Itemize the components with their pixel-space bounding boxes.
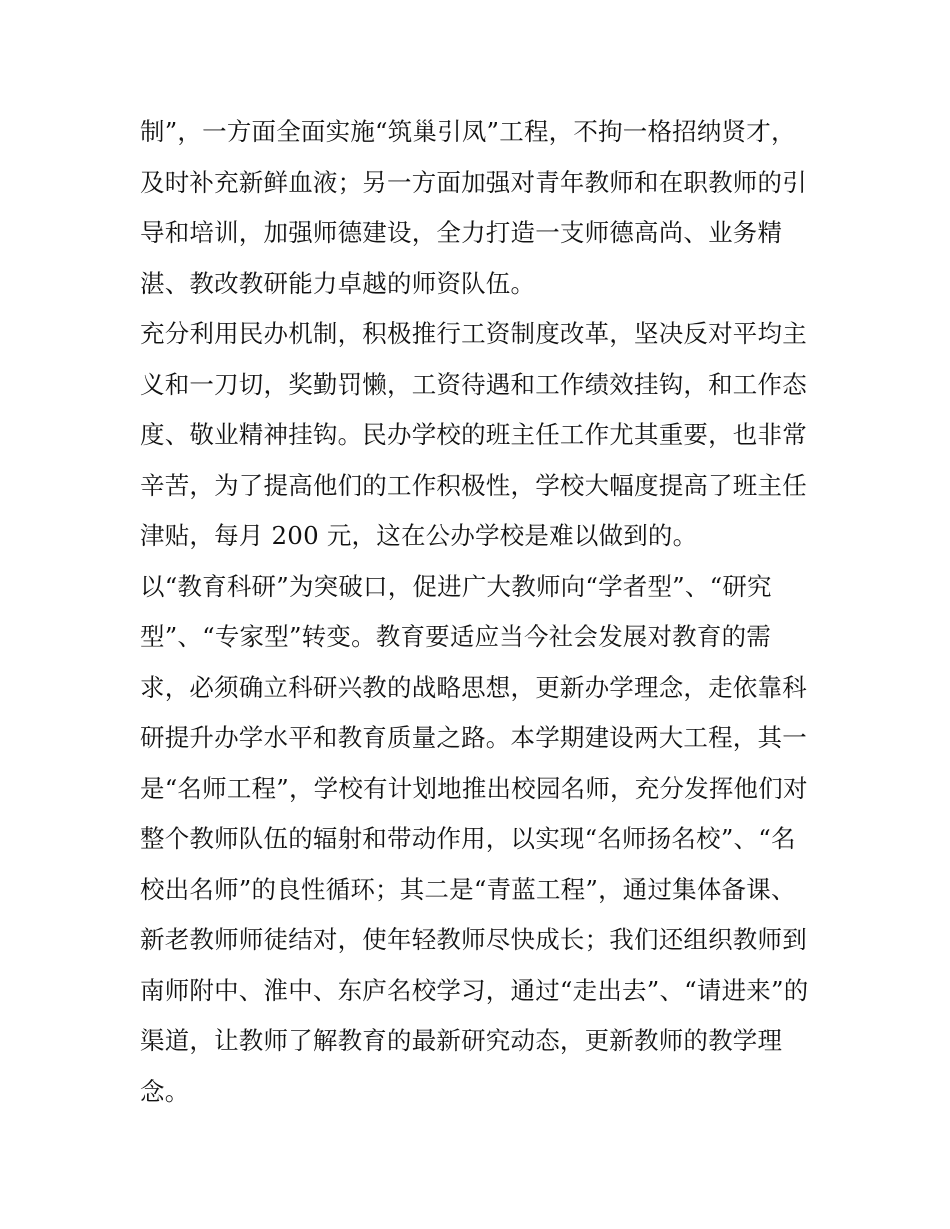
text-line: 湛、教改教研能力卓越的师资队伍。 — [140, 268, 536, 298]
text-line: 型”、“专家型”转变。教育要适应当今社会发展对教育的需 — [140, 622, 771, 651]
text-line: 津贴，每月 200 元，这在公办学校是难以做到的。 — [140, 521, 698, 550]
text-line: 念。 — [140, 1076, 190, 1106]
paragraph-2 — [140, 309, 820, 562]
text-line: 南师附中、淮中、东庐名校学习，通过“走出去”、“请进来”的 — [140, 975, 809, 1005]
text-line: 校出名师”的良性循环；其二是“青蓝工程”，通过集体备课、 — [140, 874, 796, 904]
text-line: 是“名师工程”，学校有计划地推出校园名师，充分发挥他们对 — [140, 773, 808, 803]
text-line: 辛苦，为了提高他们的工作积极性，学校大幅度提高了班主任 — [140, 470, 807, 500]
document-body — [140, 107, 820, 1117]
text-line: 度、敬业精神挂钩。民办学校的班主任工作尤其重要，也非常 — [140, 420, 807, 449]
text-line: 新老教师师徒结对，使年轻教师尽快成长；我们还组织教师到 — [140, 925, 807, 954]
text-line: 渠道，让教师了解教育的最新研究动态，更新教师的教学理 — [140, 1026, 783, 1055]
text-line: 及时补充新鲜血液；另一方面加强对青年教师和在职教师的引 — [140, 167, 807, 197]
text-line: 求，必须确立科研兴教的战略思想，更新办学理念，走依靠科 — [140, 672, 807, 702]
text-line: 导和培训，加强师德建设，全力打造一支师德高尚、业务精 — [140, 218, 783, 247]
text-line: 义和一刀切，奖勤罚懒，工资待遇和工作绩效挂钩，和工作态 — [140, 369, 807, 399]
paragraph-3 — [140, 562, 820, 1118]
paragraph-1 — [140, 107, 820, 309]
text-line: 整个教师队伍的辐射和带动作用，以实现“名师扬名校”、“名 — [140, 824, 796, 853]
text-line: 充分利用民办机制，积极推行工资制度改革，坚决反对平均主 — [140, 319, 807, 348]
text-line: 以“教育科研”为突破口，促进广大教师向“学者型”、“研究 — [140, 571, 772, 601]
text-line: 研提升办学水平和教育质量之路。本学期建设两大工程，其一 — [140, 723, 807, 752]
text-line: 制”，一方面全面实施“筑巢引凤”工程，不拘一格招纳贤才， — [140, 117, 796, 146]
